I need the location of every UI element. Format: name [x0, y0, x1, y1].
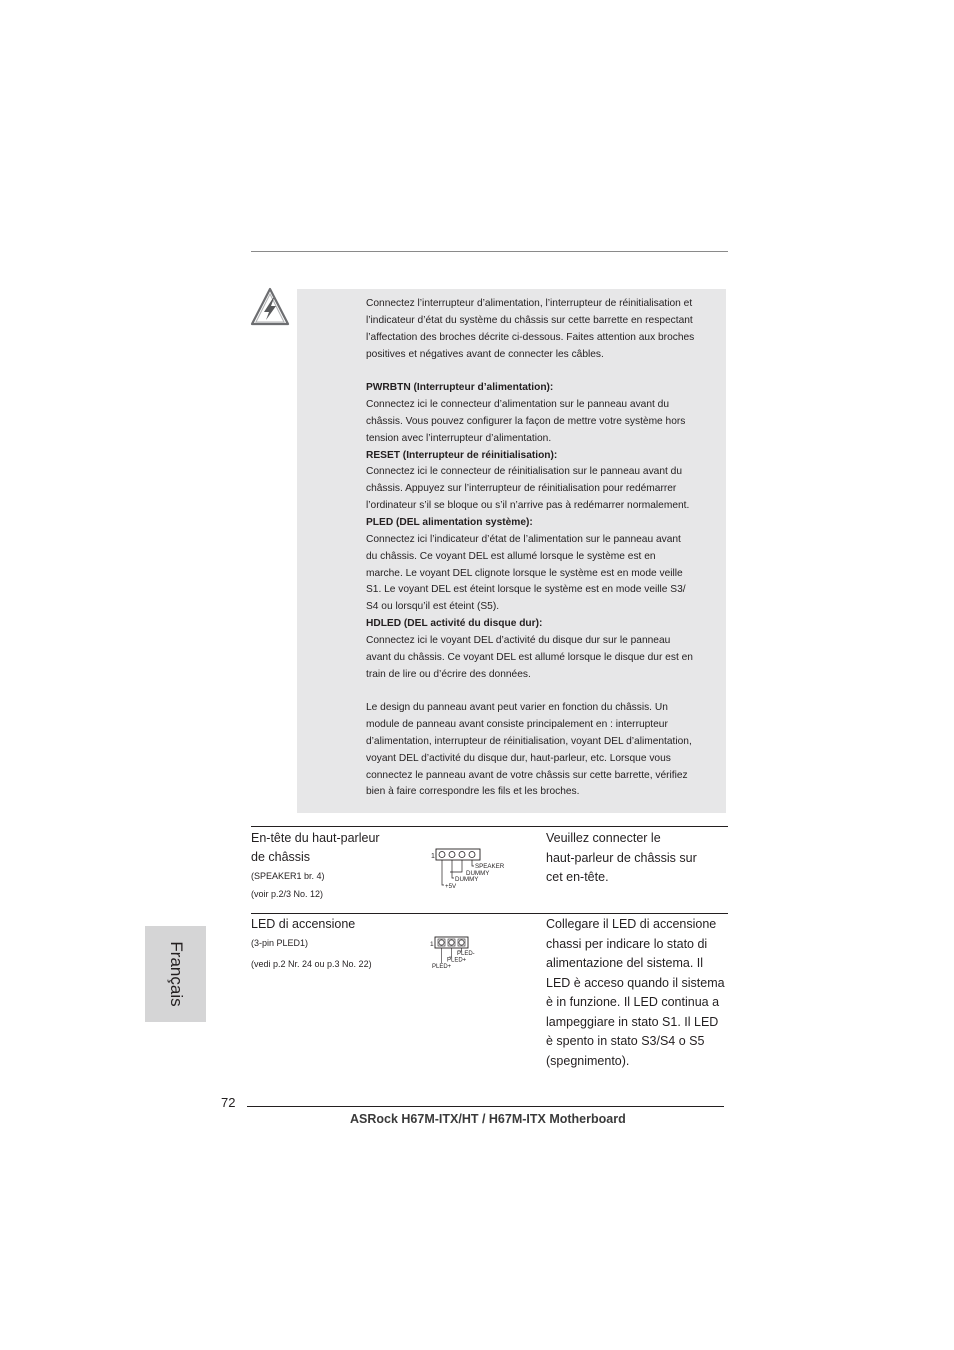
hdled-heading: HDLED (DEL activité du disque dur):: [366, 618, 543, 630]
speaker-pin1-label: 1: [431, 853, 435, 860]
pwrbtn-line: tension avec l’interrupteur d’alimentation.: [366, 432, 552, 444]
footer-rule: [247, 1106, 724, 1107]
pwrbtn-heading: PWRBTN (Interrupteur d’alimentation):: [366, 382, 554, 394]
pwrbtn-line: Connectez ici le connecteur d’alimentation sur le panneau avant du: [366, 399, 669, 411]
note-intro-line: l’indicateur d’état du système du châssis sur cette barrette en respectant: [366, 314, 693, 326]
reset-line: châssis. Appuyez sur l’interrupteur de réinitialisation pour redémarrer: [366, 483, 677, 495]
speaker-title-line1: En-tête du haut-parleur: [251, 831, 380, 845]
pled-desc-line: è in funzione. Il LED continua a: [546, 995, 720, 1009]
pled-line: marche. Le voyant DEL clignote lorsque le système est en mode veille: [366, 567, 683, 579]
pled-title: LED di accensione: [251, 917, 356, 931]
language-side-tab: [145, 926, 206, 1022]
footer-title: ASRock H67M-ITX/HT / H67M-ITX Motherboard: [350, 1112, 626, 1126]
pled-line: Connectez ici l’indicateur d’état de l’alimentation sur le panneau avant: [366, 533, 681, 545]
speaker-pin-label: SPEAKER: [475, 863, 505, 870]
caution-note-text: [366, 296, 728, 801]
pled-description: [546, 915, 730, 1071]
pled-desc-line: chassi per indicare lo stato di: [546, 936, 708, 951]
pled-heading: PLED (DEL alimentation système):: [366, 516, 533, 528]
speaker-section-rule: [251, 826, 728, 827]
pled-desc-line: è spento in stato S3/S4 o S5: [546, 1034, 705, 1048]
pled-pin1-label: 1: [430, 941, 434, 948]
pled-desc-line: lampeggiare in stato S1. Il LED: [546, 1014, 719, 1029]
hdled-line: train de lire ou d’écrire des données.: [366, 668, 531, 680]
pled-section-rule: [251, 913, 728, 914]
speaker-pin-label: DUMMY: [455, 876, 479, 883]
warning-icon: [250, 287, 290, 327]
pled-pin-info: (3-pin PLED1): [251, 938, 309, 948]
reset-line: Connectez ici le connecteur de réinitialisation sur le panneau avant du: [366, 466, 683, 478]
hdled-line: Connectez ici le voyant DEL d’activité du disque dur sur le panneau: [366, 634, 671, 646]
top-rule: [251, 251, 728, 252]
speaker-title-line2: de châssis: [251, 850, 311, 864]
note-closing-line: d’alimentation, interrupteur de réinitialisation, voyant DEL d’alimentation,: [366, 735, 692, 747]
speaker-pin-info: (SPEAKER1 br. 4): [251, 871, 325, 881]
hdled-line: avant du châssis. Ce voyant DEL est allumé lorsque le disque dur est en: [366, 651, 693, 663]
pwrbtn-line: châssis. Vous pouvez configurer la façon de mettre votre système hors: [366, 415, 686, 427]
pled-pin-label: PLED-: [457, 951, 475, 957]
note-closing-line: connectez le panneau avant de votre châssis sur cette barrette, vérifiez: [366, 769, 688, 781]
pled-pin-label: PLED+: [447, 957, 467, 964]
pled-page-ref: (vedi p.2 Nr. 24 ou p.3 No. 22): [251, 959, 372, 969]
speaker-desc-line: cet en-tête.: [546, 870, 609, 884]
reset-line: l’ordinateur s’il se bloque ou s’il n’arrive pas à redémarrer normalement.: [366, 500, 690, 512]
speaker-pin-label: +5V: [445, 883, 457, 890]
speaker-header-diagram: [428, 844, 512, 896]
reset-heading: RESET (Interrupteur de réinitialisation):: [366, 449, 558, 461]
speaker-description: [546, 829, 730, 888]
pled-desc-line: alimentazione del sistema. Il: [546, 956, 704, 970]
note-closing-line: Le design du panneau avant peut varier en fonction du châssis. Un: [366, 702, 668, 714]
pled-line: S4 ou lorsqu’il est éteint (S5).: [366, 601, 500, 613]
speaker-page-ref: (voir p.2/3 No. 12): [251, 889, 324, 899]
speaker-desc-line: Veuillez connecter le: [546, 831, 661, 845]
note-closing-line: module de panneau avant consiste principalement en : interrupteur: [366, 719, 668, 731]
pled-pin-label: PLED+: [432, 964, 452, 970]
speaker-desc-line: haut-parleur de châssis sur: [546, 850, 697, 865]
pled-line: du châssis. Ce voyant DEL est allumé lorsque le système est en: [366, 550, 656, 562]
note-intro-line: Connectez l’interrupteur d’alimentation, l’interrupteur de réinitialisation et: [366, 298, 693, 309]
note-closing-line: bien à faire correspondre les fils et les broches.: [366, 786, 580, 798]
pled-desc-line: Collegare il LED di accensione: [546, 917, 717, 931]
language-label: Français: [166, 941, 186, 1007]
page-number: 72: [221, 1095, 236, 1110]
note-intro-line: positives et négatives avant de connecter les câbles.: [366, 348, 604, 360]
pled-line: S1. Le voyant DEL est éteint lorsque le système est en mode veille S3/: [366, 584, 686, 596]
note-closing-line: voyant DEL d’activité du disque dur, haut-parleur, etc. Lorsque vous: [366, 752, 671, 764]
pled-desc-line: LED è acceso quando il sistema: [546, 975, 725, 990]
speaker-pin-label: DUMMY: [466, 870, 490, 877]
note-intro-line: l’affectation des broches décrite ci-dessous. Faites attention aux broches: [366, 331, 695, 343]
pled-desc-line: (spegnimento).: [546, 1053, 630, 1068]
pled-header-diagram: [428, 933, 494, 973]
